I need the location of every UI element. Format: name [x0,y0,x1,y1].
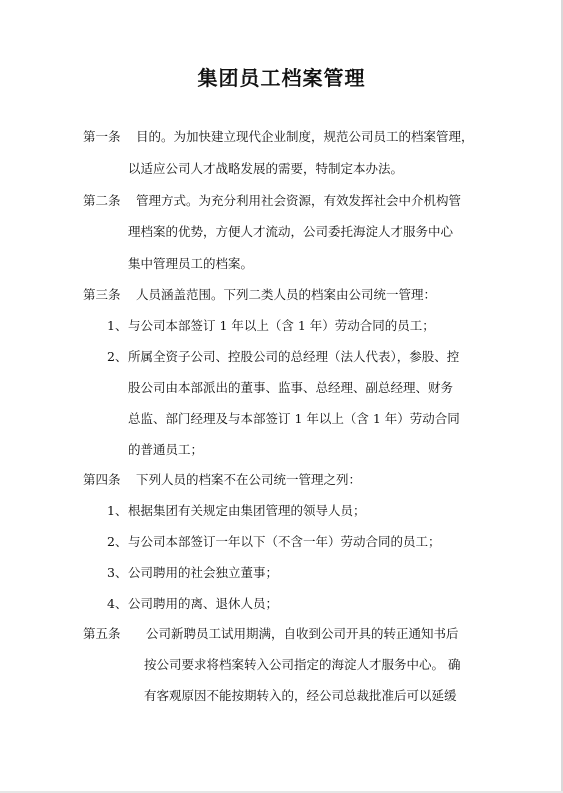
article-5-label: 第五条 [83,626,121,641]
article-3-item-1-line-1: 与公司本部签订 1 年以上（含 1 年）劳动合同的员工； [128,318,435,333]
article-2-line-3: 集中管理员工的档案。 [128,256,254,271]
article-4-item-4-number: 4、 [107,596,128,611]
article-3-item-1-number: 1、 [107,318,128,333]
article-4-item-1-number: 1、 [107,503,128,518]
article-1-label: 第一条 [83,129,121,144]
article-3-item-2-line-1: 所属全资子公司、控股公司的总经理（法人代表），参股、控 [128,349,460,364]
article-3-item-2-number: 2、 [107,349,128,364]
document-title: 集团员工档案管理 [197,66,366,90]
article-3-line-1: 人员涵盖范围。下列二类人员的档案由公司统一管理： [136,287,437,302]
article-4-item-2-line-1: 与公司本部签订一年以下（不含一年）劳动合同的员工； [128,534,441,549]
article-4-label: 第四条 [83,472,121,487]
article-5-line-2: 按公司要求将档案转入公司指定的海淀人才服务中心。 确 [144,657,461,672]
article-3-item-2-line-4: 的普通员工； [128,442,204,457]
article-2-line-1: 管理方式。为充分利用社会资源，有效发挥社会中介机构管 [136,193,462,208]
article-4-item-2-number: 2、 [107,534,128,549]
article-4-line-1: 下列人员的档案不在公司统一管理之列： [136,472,362,487]
article-2-line-2: 理档案的优势，方便人才流动，公司委托海淀人才服务中心 [128,224,454,239]
article-2-label: 第二条 [83,193,121,208]
article-4-item-3-line-1: 公司聘用的社会独立董事； [128,565,279,580]
article-3-item-2-line-3: 总监、部门经理及与本部签订 1 年以上（含 1 年）劳动合同 [128,411,460,426]
article-3-item-2-line-2: 股公司由本部派出的董事、监事、总经理、副总经理、财务 [128,380,454,395]
article-4-item-1-line-1: 根据集团有关规定由集团管理的领导人员； [128,503,366,518]
article-5-line-3: 有客观原因不能按期转入的，经公司总裁批准后可以延缓 [144,688,457,703]
article-4-item-3-number: 3、 [107,565,128,580]
article-1-line-2: 以适应公司人才战略发展的需要，特制定本办法。 [128,161,404,176]
article-4-item-4-line-1: 公司聘用的离、退休人员； [128,596,279,611]
article-1-line-1: 目的。为加快建立现代企业制度，规范公司员工的档案管理， [136,129,474,144]
article-3-label: 第三条 [83,287,121,302]
article-5-line-1: 公司新聘员工试用期满，自收到公司开具的转正通知书后 [146,626,459,641]
